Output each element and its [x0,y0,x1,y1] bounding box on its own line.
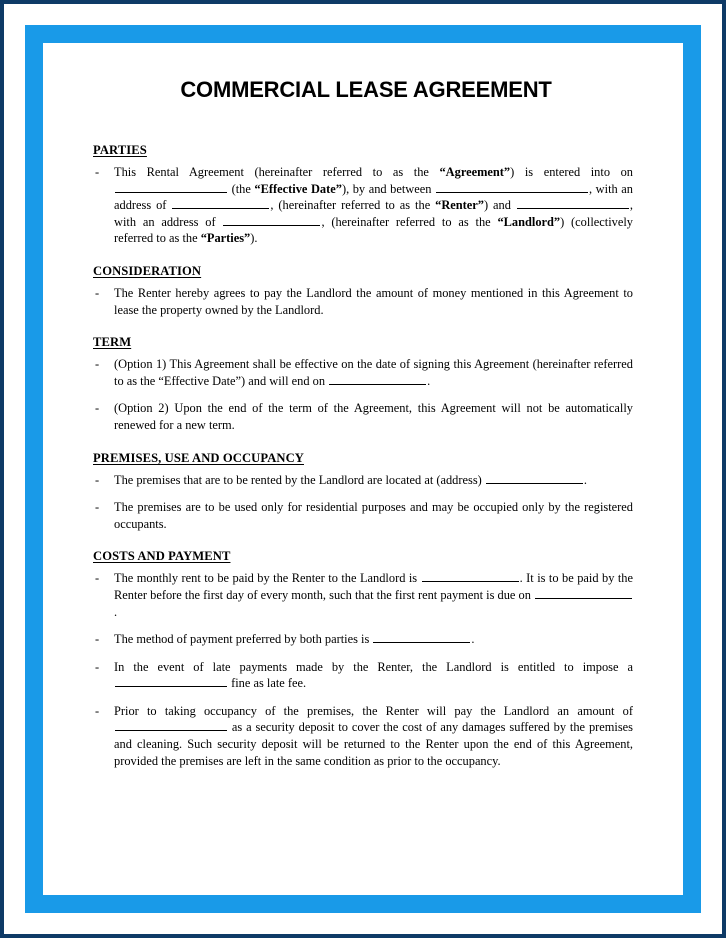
clause-paragraph [93,285,633,318]
clause-paragraph [93,631,633,648]
clause-text: . [471,632,475,647]
clause-paragraph [93,499,633,532]
fill-in-blank[interactable] [223,214,320,226]
fill-in-blank[interactable] [436,181,588,193]
fill-in-blank[interactable] [373,631,470,643]
clause-paragraph [93,472,633,489]
page-blue-frame [25,25,701,913]
clause-text: as a security deposit to cover the cost of any damages suffered by the premises and cleaning. Such security deposit will be returned to the Renter upon the end of this Agreement, provided the premises are left in the same condition as prior to the occupancy. [114,720,633,768]
clause-text: Prior to taking occupancy of the premises, the Renter will pay the Landlord an amount of [114,703,633,718]
defined-term: “Renter” [435,198,484,213]
defined-term: “Agreement” [439,165,511,179]
clause-text: ) and [484,198,516,213]
clause-text: fine as late fee. [228,676,307,691]
bullet-dash: - [95,703,100,718]
clause-paragraph [93,356,633,389]
clause-text: The Renter hereby agrees to pay the Landlord the amount of money mentioned in this Agreement to lease the property owned by the Landlord. [114,285,633,317]
bullet-dash: - [95,500,100,515]
clause-text: In the event of late payments made by the Renter, the Landlord is entitled to impose a [114,659,633,674]
clause-text: The premises that are to be rented by the Landlord are located at (address) [114,472,485,487]
defined-term: “Parties” [200,231,251,246]
section-heading: TERM [93,335,132,350]
defined-term: “Effective Date” [254,181,342,196]
fill-in-blank[interactable] [535,587,632,599]
bullet-dash: - [95,571,100,586]
clause-text: , (hereinafter referred to as the [270,198,436,213]
clause-paragraph [93,659,633,692]
clause-text: ). [250,231,258,246]
section-heading: COSTS AND PAYMENT [93,549,231,564]
clause-paragraph [93,570,633,620]
clause-text: (Option 2) Upon the end of the term of the Agreement, this Agreement will not be automatically renewed for a new term. [114,401,633,432]
clause-text: . It is to be paid by the Renter before the first day of every month, such that the first rent payment is due on [114,571,633,602]
fill-in-blank[interactable] [517,197,629,209]
fill-in-blank[interactable] [115,719,227,731]
section-heading: PREMISES, USE AND OCCUPANCY [93,450,304,465]
fill-in-blank[interactable] [115,675,227,687]
clause-paragraph [93,400,633,433]
bullet-dash: - [95,165,100,179]
bullet-dash: - [95,659,100,674]
fill-in-blank[interactable] [486,472,583,484]
clause-text: . [583,472,587,487]
clause-text: (the [228,181,255,196]
clause-text: . [114,604,118,619]
clause-paragraph [93,164,633,247]
bullet-dash: - [95,632,100,647]
fill-in-blank[interactable] [329,373,426,385]
bullet-dash: - [95,285,100,300]
clause-text: (Option 1) This Agreement shall be effective on the date of signing this Agreement (hereinafter referred to as the “Effective Date”) and will end on [114,357,633,388]
fill-in-blank[interactable] [172,197,269,209]
clause-text: ) (collectively referred to as the [114,214,633,246]
section-heading: CONSIDERATION [93,263,202,278]
clause-text: ), by and between [341,181,436,196]
fill-in-blank[interactable] [422,570,519,582]
clause-text: , (hereinafter referred to as the [321,214,498,229]
clause-text: The method of payment preferred by both parties is [114,632,373,647]
page-title: COMMERCIAL LEASE AGREEMENT [180,77,552,102]
clause-text: The monthly rent to be paid by the Renter to the Landlord is [114,571,421,586]
bullet-dash: - [95,357,100,372]
section-heading: PARTIES [93,143,147,157]
clause-text: , with an address of [114,198,633,229]
defined-term: “Landlord” [497,214,561,229]
fill-in-blank[interactable] [115,181,227,193]
bullet-dash: - [95,472,100,487]
document-sections [93,143,633,769]
document-body [43,43,683,895]
clause-text: ) is entered into on [510,165,633,179]
clause-text: This Rental Agreement (hereinafter referred to as the [114,165,440,179]
bullet-dash: - [95,401,100,416]
clause-text: . [427,373,431,388]
clause-paragraph [93,703,633,769]
clause-text: , with an address of [114,181,633,213]
clause-text: The premises are to be used only for residential purposes and may be occupied only by the registered occupants. [114,500,633,531]
